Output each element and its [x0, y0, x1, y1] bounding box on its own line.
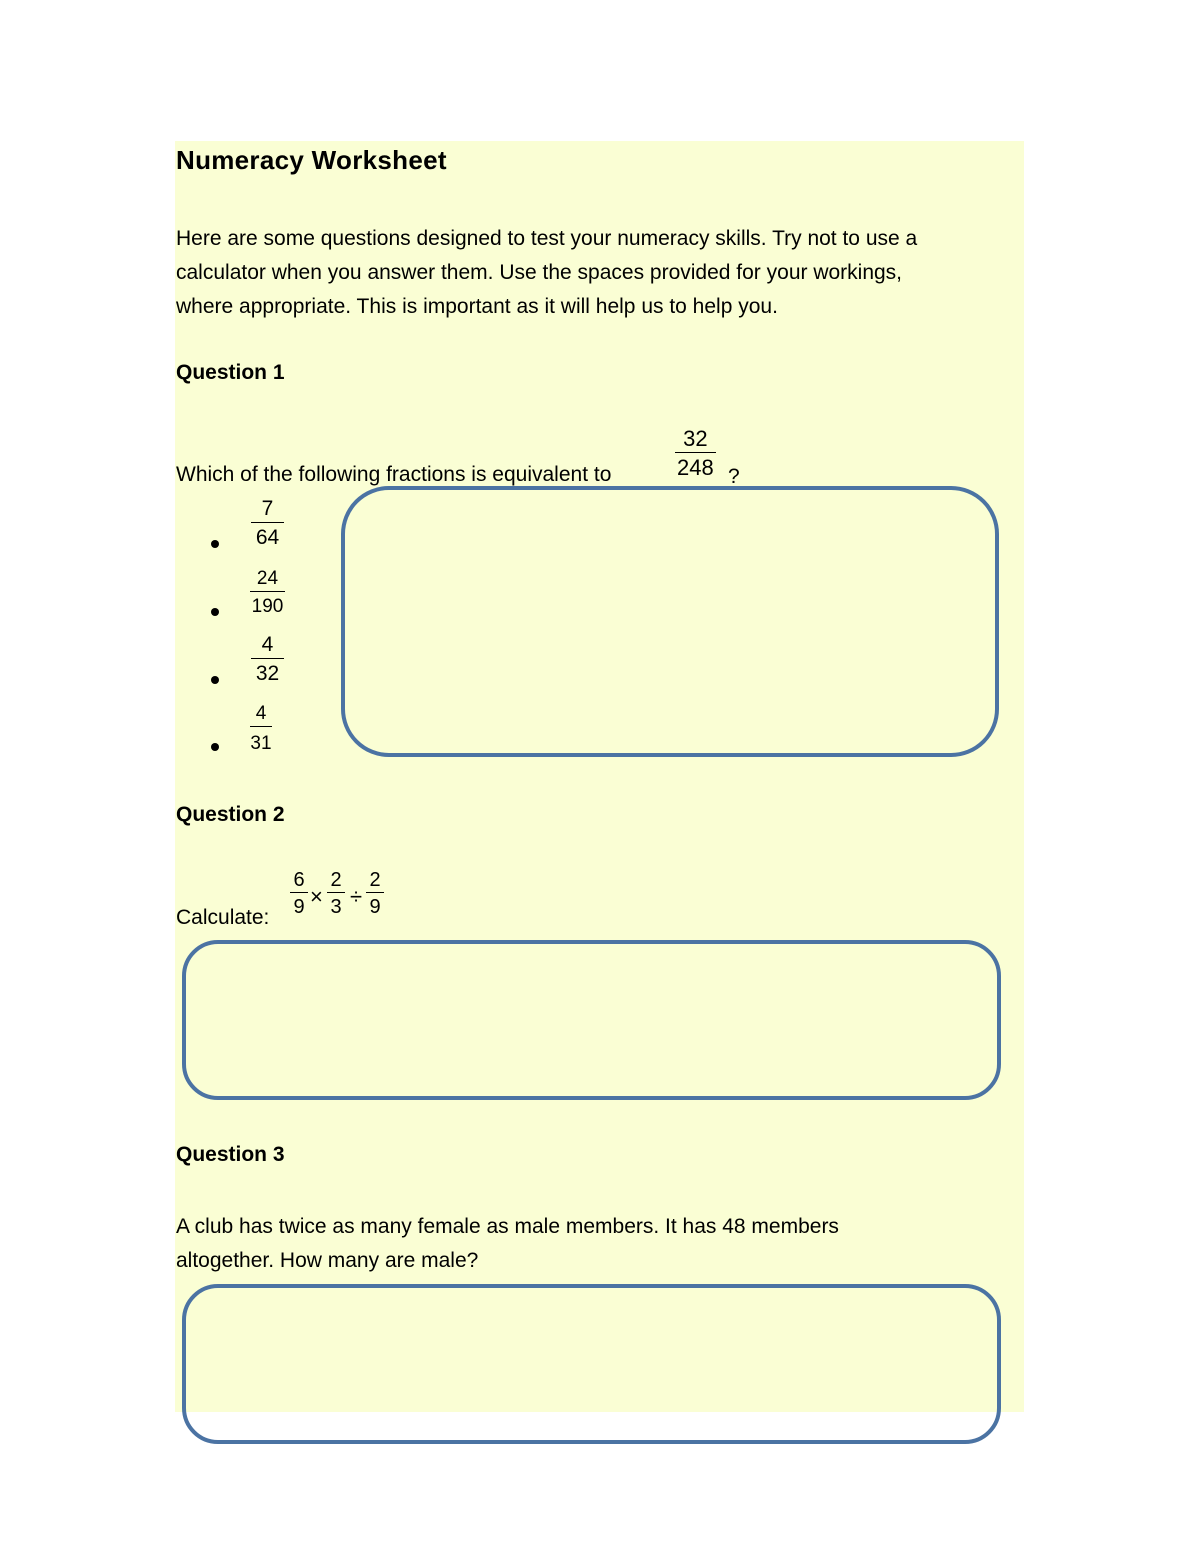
bullet — [211, 540, 219, 548]
fraction-denominator: 64 — [255, 526, 280, 549]
question-3-prompt-line: A club has twice as many female as male members. It has 48 members — [176, 1215, 839, 1238]
target-fraction — [675, 426, 716, 481]
question-1-working-box[interactable] — [341, 486, 999, 757]
fraction-bar — [327, 892, 345, 893]
question-1-prompt-end: ? — [728, 465, 740, 488]
fraction-6-9 — [290, 868, 308, 919]
fraction-numerator: 4 — [261, 633, 274, 656]
fraction-denominator: 248 — [677, 455, 714, 480]
fraction-denominator: 190 — [251, 596, 284, 617]
fraction-numerator: 32 — [683, 426, 708, 451]
fraction-bar — [251, 522, 284, 523]
fraction-bar — [251, 658, 284, 659]
fraction-denominator: 3 — [330, 896, 342, 918]
question-3-heading: Question 3 — [176, 1143, 285, 1166]
multiply-sign: × — [310, 884, 323, 909]
fraction-2-9 — [366, 868, 384, 919]
intro-line: where appropriate. This is important as it will help us to help you. — [176, 295, 778, 318]
page-title: Numeracy Worksheet — [176, 145, 447, 175]
bullet — [211, 743, 219, 751]
fraction-bar — [250, 726, 272, 727]
question-3-working-box[interactable] — [182, 1284, 1001, 1444]
fraction-numerator: 4 — [255, 703, 267, 724]
question-1-heading: Question 1 — [176, 361, 285, 384]
bullet — [211, 608, 219, 616]
question-2-working-box[interactable] — [182, 940, 1001, 1100]
fraction-numerator: 24 — [256, 568, 279, 589]
option-fraction — [251, 632, 284, 687]
fraction-numerator: 2 — [330, 869, 342, 891]
option-fraction — [250, 566, 285, 619]
fraction-bar — [250, 591, 285, 592]
option-fraction — [250, 701, 272, 756]
fraction-denominator: 31 — [250, 733, 272, 754]
question-3-prompt-line: altogether. How many are male? — [176, 1249, 479, 1272]
question-2-prompt: Calculate: — [176, 906, 270, 929]
fraction-2-3 — [327, 868, 345, 919]
fraction-bar — [675, 452, 716, 453]
question-3-prompt — [176, 1210, 839, 1278]
divide-sign: ÷ — [350, 884, 363, 909]
fraction-bar — [366, 892, 384, 893]
fraction-denominator: 32 — [255, 662, 280, 685]
intro-line: Here are some questions designed to test your numeracy skills. Try not to use a — [176, 227, 918, 250]
fraction-numerator: 2 — [369, 869, 381, 891]
fraction-numerator: 6 — [293, 869, 305, 891]
question-1-prompt: Which of the following fractions is equivalent to — [176, 463, 612, 486]
bullet — [211, 676, 219, 684]
question-2-heading: Question 2 — [176, 803, 285, 826]
fraction-bar — [290, 892, 308, 893]
fraction-numerator: 7 — [261, 497, 274, 520]
intro-line: calculator when you answer them. Use the spaces provided for your workings, — [176, 261, 903, 284]
fraction-denominator: 9 — [293, 896, 305, 918]
intro-paragraph — [176, 222, 1006, 324]
option-fraction — [251, 496, 284, 551]
fraction-denominator: 9 — [369, 896, 381, 918]
